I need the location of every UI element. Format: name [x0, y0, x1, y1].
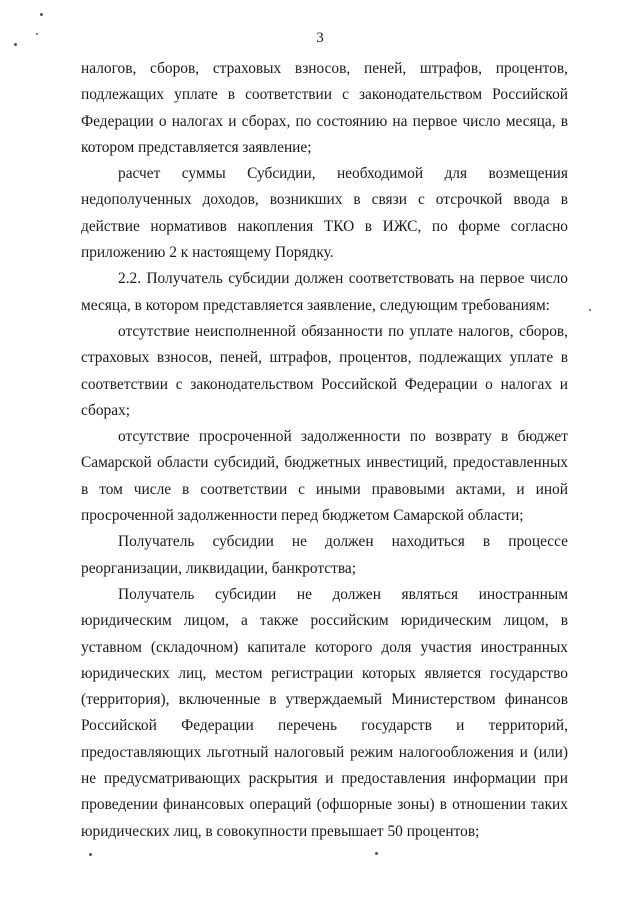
- page-number: 3: [316, 30, 324, 46]
- paragraph-not-foreign-entity: Получатель субсидии не должен являться иностранным юридическим лицом, а также российским юридическим лицом, в уставном (складочном) капитале которого доля участия иностранных юридических лиц, местом регистрации которых является государство (территория), включенные в утверждаемый Министерством финансов Российской Федерации перечень государств и территорий, предоставляющих льготный налоговый режим налогообложения и (или) не предусматривающих раскрытия и предоставления информации при проведении финансовых операций (офшорные зоны) в отношении таких юридических лиц, в совокупности превышает 50 процентов;: [81, 585, 568, 840]
- paragraph-no-overdue-debt: отсутствие просроченной задолженности по возврату в бюджет Самарской области субсидий, бюджетных инвестиций, предоставленных в том числе в соответствии с иными правовыми актами, и иной просроченной задолженности перед бюджетом Самарской области;: [81, 428, 568, 525]
- paragraph-tax-arrears-continued: налогов, сборов, страховых взносов, пеней, штрафов, процентов, подлежащих уплате в соответствии с законодательством Российской Федерации о налогах и сборах, по состоянию на первое число месяца, в котором представляется заявление;: [81, 60, 568, 156]
- paragraph-no-tax-obligations: отсутствие неисполненной обязанности по уплате налогов, сборов, страховых взносов, пеней, штрафов, процентов, подлежащих уплате в соответствии с законодательством Российской Федерации о налогах и сборах;: [81, 322, 568, 419]
- scan-speck: [36, 33, 38, 35]
- paragraph-section-2-2: 2.2. Получатель субсидии должен соответствовать на первое число месяца, в котором представляется заявление, следующим требованиям:: [81, 270, 568, 314]
- paragraph-no-reorganization: Получатель субсидии не должен находиться в процессе реорганизации, ликвидации, банкротства;: [81, 533, 568, 577]
- scan-speck: [89, 853, 92, 856]
- scan-speck: [14, 43, 17, 46]
- scan-speck: [375, 852, 378, 855]
- paragraph-subsidy-calculation: расчет суммы Субсидии, необходимой для возмещения недополученных доходов, возникших в связи с отсрочкой ввода в действие нормативов накопления ТКО в ИЖС, по форме согласно приложению 2 к настоящему Порядку.: [81, 165, 568, 262]
- document-body: [81, 56, 568, 845]
- scan-speck: [40, 13, 43, 16]
- scan-speck: [589, 309, 591, 311]
